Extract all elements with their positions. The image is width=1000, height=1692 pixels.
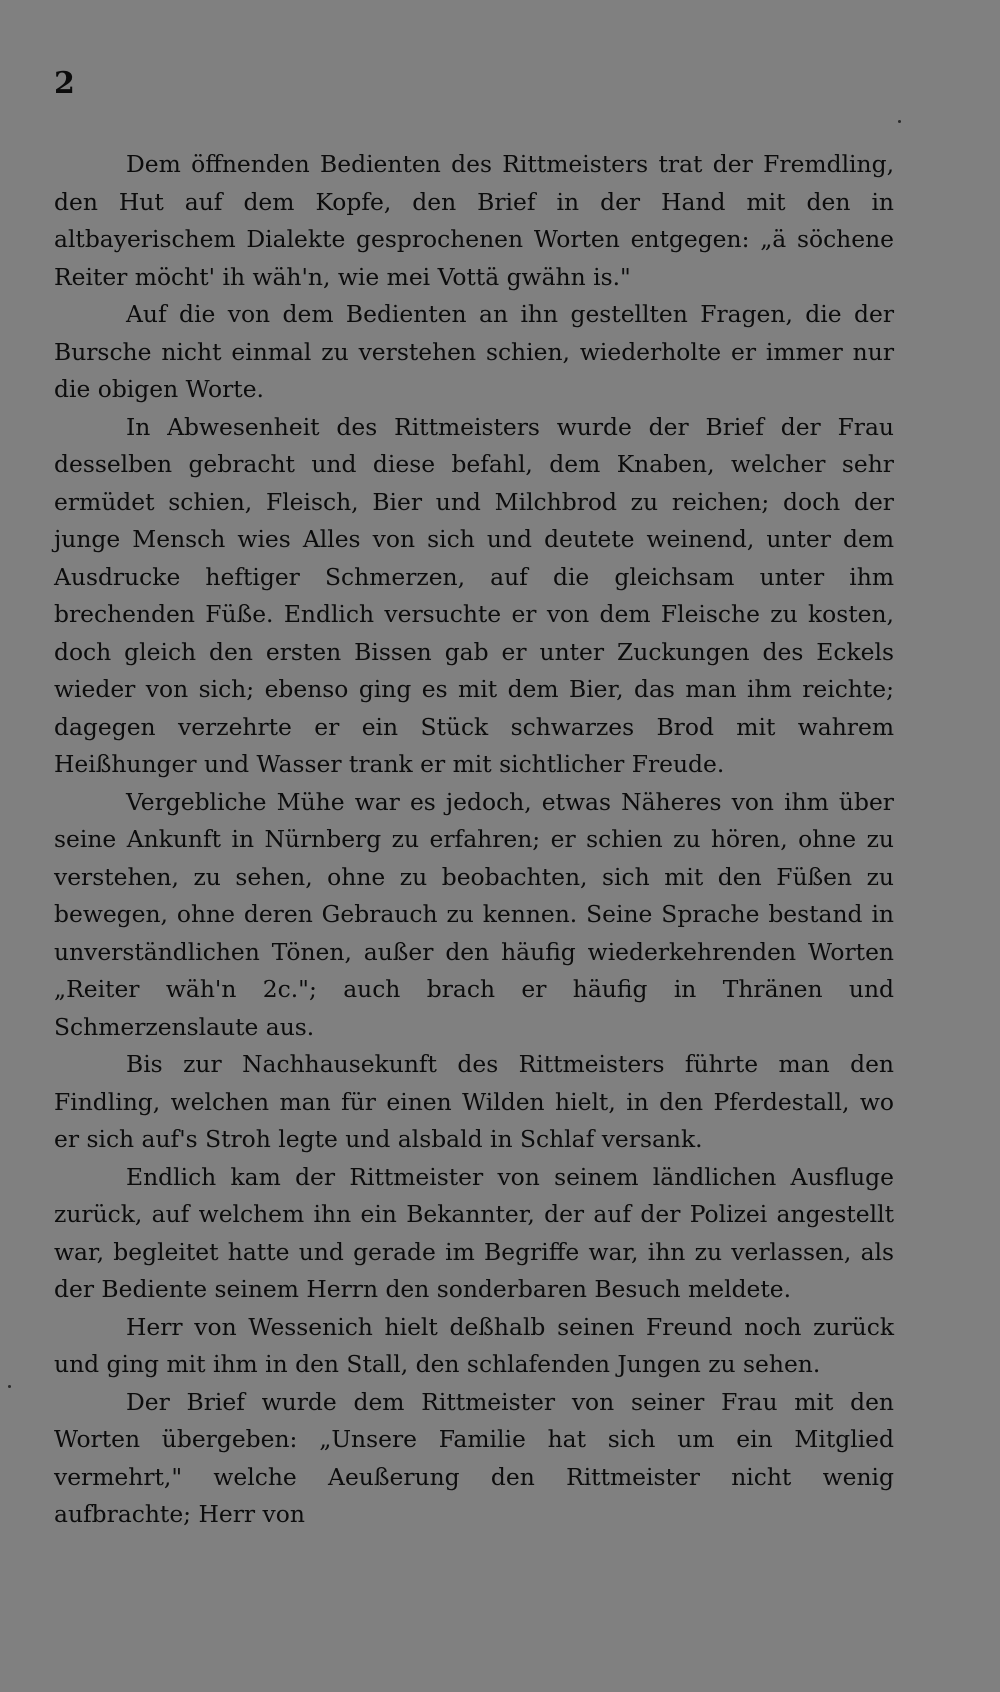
paragraph: In Abwesenheit des Rittmeisters wurde der Brief der Frau desselben gebracht und diese befahl, dem Knaben, welcher sehr ermüdet schien, Fleisch, Bier und Milchbrod zu reichen; doch der junge Mensch wies Alles von sich und deutete weinend, unter dem Ausdrucke heftiger Schmerzen, auf die gleichsam unter ihm brechenden Füße. Endlich versuchte er von dem Fleische zu kosten, doch gleich den ersten Bissen gab er unter Zuckungen des Eckels wieder von sich; ebenso ging es mit dem Bier, das man ihm reichte; dagegen verzehrte er ein Stück schwarzes Brod mit wahrem Heißhunger und Wasser trank er mit sichtlicher Freude.	[54, 412, 894, 778]
paragraph: Der Brief wurde dem Rittmeister von seiner Frau mit den Worten übergeben: „Unsere Familie hat sich um ein Mitglied vermehrt," welche Aeußerung den Rittmeister nicht wenig aufbrachte; Herr von	[54, 1387, 894, 1528]
paragraph: Herr von Wessenich hielt deßhalb seinen Freund noch zurück und ging mit ihm in den Stall, den schlafenden Jungen zu sehen.	[54, 1312, 894, 1378]
print-speck	[8, 1385, 11, 1388]
paragraph: Dem öffnenden Bedienten des Rittmeisters trat der Fremdling, den Hut auf dem Kopfe, den Brief in der Hand mit den in altbayerischem Dialekte gesprochenen Worten entgegen: „ä söchene Reiter möcht' ih wäh'n, wie mei Vottä gwähn is."	[54, 150, 894, 291]
print-speck	[898, 120, 901, 123]
paragraph: Auf die von dem Bedienten an ihn gestellten Fragen, die der Bursche nicht einmal zu verstehen schien, wiederholte er immer nur die obigen Worte.	[54, 300, 894, 403]
body-text	[54, 146, 894, 1534]
paragraph: Endlich kam der Rittmeister von seinem ländlichen Ausfluge zurück, auf welchem ihn ein Bekannter, der auf der Polizei angestellt war, begleitet hatte und gerade im Begriffe war, ihn zu verlassen, als der Bediente seinem Herrn den sonderbaren Besuch meldete.	[54, 1162, 894, 1303]
page-number: 2	[54, 66, 75, 101]
paragraph: Vergebliche Mühe war es jedoch, etwas Näheres von ihm über seine Ankunft in Nürnberg zu erfahren; er schien zu hören, ohne zu verstehen, zu sehen, ohne zu beobachten, sich mit den Füßen zu bewegen, ohne deren Gebrauch zu kennen. Seine Sprache bestand in unverständlichen Tönen, außer den häufig wiederkehrenden Worten „Reiter wäh'n 2c."; auch brach er häufig in Thränen und Schmerzenslaute aus.	[54, 787, 894, 1041]
paragraph: Bis zur Nachhausekunft des Rittmeisters führte man den Findling, welchen man für einen Wilden hielt, in den Pferdestall, wo er sich auf's Stroh legte und alsbald in Schlaf versank.	[54, 1050, 894, 1153]
